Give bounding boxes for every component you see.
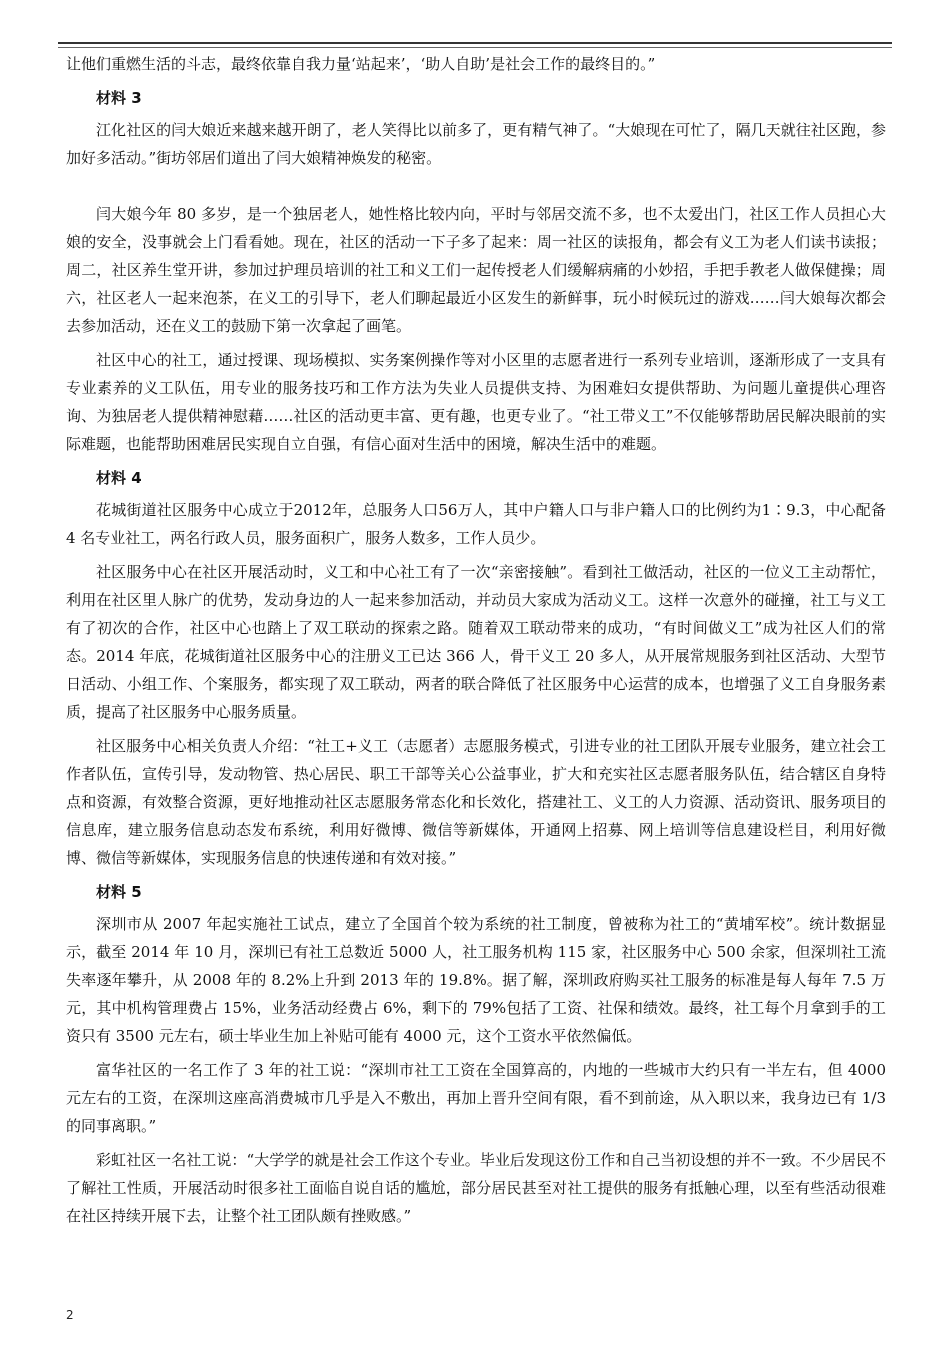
material-5-heading: 材料 5 (96, 883, 142, 901)
header-rule (58, 42, 892, 44)
page-number: 2 (66, 1308, 74, 1322)
material-4-paragraph-3: 社区服务中心相关负责人介绍：“社工+义工（志愿者）志愿服务模式，引进专业的社工团队开展专业服务，建立社会工作者队伍，宣传引导，发动物管、热心居民、职工干部等关心公益事业，扩大和充实社区志愿者服务队伍，结合辖区自身特点和资源，有效整合资源，更好地推动社区志愿服务常态化和长效化，搭建社工、义工的人力资源、活动资讯、服务项目的信息库，建立服务信息动态发布系统，利用好微博、微信等新媒体，开通网上招募、网上培训等信息建设栏目，利用好微博、微信等新媒体，实现服务信息的快速传递和有效对接。” (66, 737, 886, 867)
document-body (66, 50, 886, 1230)
material-5-paragraph-2: 富华社区的一名工作了 3 年的社工说：“深圳市社工工资在全国算高的，内地的一些城市大约只有一半左右，但 4000 元左右的工资，在深圳这座高消费城市几乎是入不敷出，再加上晋升空间有限，看不到前途，从入职以来，我身边已有 1/3 的同事离职。” (66, 1061, 886, 1135)
header-rule-thin (58, 47, 892, 48)
material-5-paragraph-1: 深圳市从 2007 年起实施社工试点，建立了全国首个较为系统的社工制度，曾被称为社工的“黄埔军校”。统计数据显示，截至 2014 年 10 月，深圳已有社工总数近 5000 人，社工服务机构 115 家，社区服务中心 500 余家，但深圳社工流失率逐年攀升，从 2008 年的 8.2%上升到 2013 年的 19.8%。据了解，深圳政府购买社工服务的标准是每人每年 7.5 万元，其中机构管理费占 15%，业务活动经费占 6%，剩下的 79%包括了工资、社保和绩效。最终，社工每个月拿到手的工资只有 3500 元左右，硕士毕业生加上补贴可能有 4000 元，这个工资水平依然偏低。 (66, 915, 886, 1045)
material-3-paragraph-2: 闫大娘今年 80 多岁，是一个独居老人，她性格比较内向，平时与邻居交流不多，也不太爱出门，社区工作人员担心大娘的安全，没事就会上门看看她。现在，社区的活动一下子多了起来：周一社区的读报角，都会有义工为老人们读书读报；周二，社区养生堂开讲，参加过护理员培训的社工和义工们一起传授老人们缓解病痛的小妙招，手把手教老人做保健操；周六，社区老人一起来泡茶，在义工的引导下，老人们聊起最近小区发生的新鲜事，玩小时候玩过的游戏……闫大娘每次都会去参加活动，还在义工的鼓励下第一次拿起了画笔。 (66, 205, 886, 335)
material-3-paragraph-1: 江化社区的闫大娘近来越来越开朗了，老人笑得比以前多了，更有精气神了。“大娘现在可忙了，隔几天就往社区跑，参加好多活动。”街坊邻居们道出了闫大娘精神焕发的秘密。 (66, 121, 886, 167)
material-5-paragraph-3: 彩虹社区一名社工说：“大学学的就是社会工作这个专业。毕业后发现这份工作和自己当初设想的并不一致。不少居民不了解社工性质，开展活动时很多社工面临自说自话的尴尬，部分居民甚至对社工提供的服务有抵触心理，以至有些活动很难在社区持续开展下去，让整个社工团队颇有挫败感。” (66, 1151, 886, 1225)
material-3-heading: 材料 3 (96, 89, 142, 107)
material-4-paragraph-2: 社区服务中心在社区开展活动时，义工和中心社工有了一次“亲密接触”。看到社工做活动，社区的一位义工主动帮忙，利用在社区里人脉广的优势，发动身边的人一起来参加活动，并动员大家成为活动义工。这样一次意外的碰撞，社工与义工有了初次的合作，社区中心也踏上了双工联动的探索之路。随着双工联动带来的成功，“有时间做义工”成为社区人们的常态。2014 年底，花城街道社区服务中心的注册义工已达 366 人，骨干义工 20 多人，从开展常规服务到社区活动、大型节日活动、小组工作、个案服务，都实现了双工联动，两者的联合降低了社区服务中心运营的成本，也增强了义工自身服务素质，提高了社区服务中心服务质量。 (66, 563, 886, 721)
material-4-heading: 材料 4 (96, 469, 142, 487)
material-3-paragraph-3: 社区中心的社工，通过授课、现场模拟、实务案例操作等对小区里的志愿者进行一系列专业培训，逐渐形成了一支具有专业素养的义工队伍，用专业的服务技巧和工作方法为失业人员提供支持、为困难妇女提供帮助、为问题儿童提供心理咨询、为独居老人提供精神慰藉……社区的活动更丰富、更有趣，也更专业了。“社工带义工”不仅能够帮助居民解决眼前的实际难题，也能帮助困难居民实现自立自强，有信心面对生活中的困境，解决生活中的难题。 (66, 351, 886, 453)
continuation-line: 让他们重燃生活的斗志，最终依靠自我力量‘站起来’，‘助人自助’是社会工作的最终目的。” (66, 55, 656, 73)
spacer (66, 172, 886, 200)
material-4-paragraph-1: 花城街道社区服务中心成立于2012年，总服务人口56万人，其中户籍人口与非户籍人口的比例约为1∶9.3，中心配备 4 名专业社工，两名行政人员，服务面积广，服务人数多，工作人员少。 (66, 501, 886, 547)
